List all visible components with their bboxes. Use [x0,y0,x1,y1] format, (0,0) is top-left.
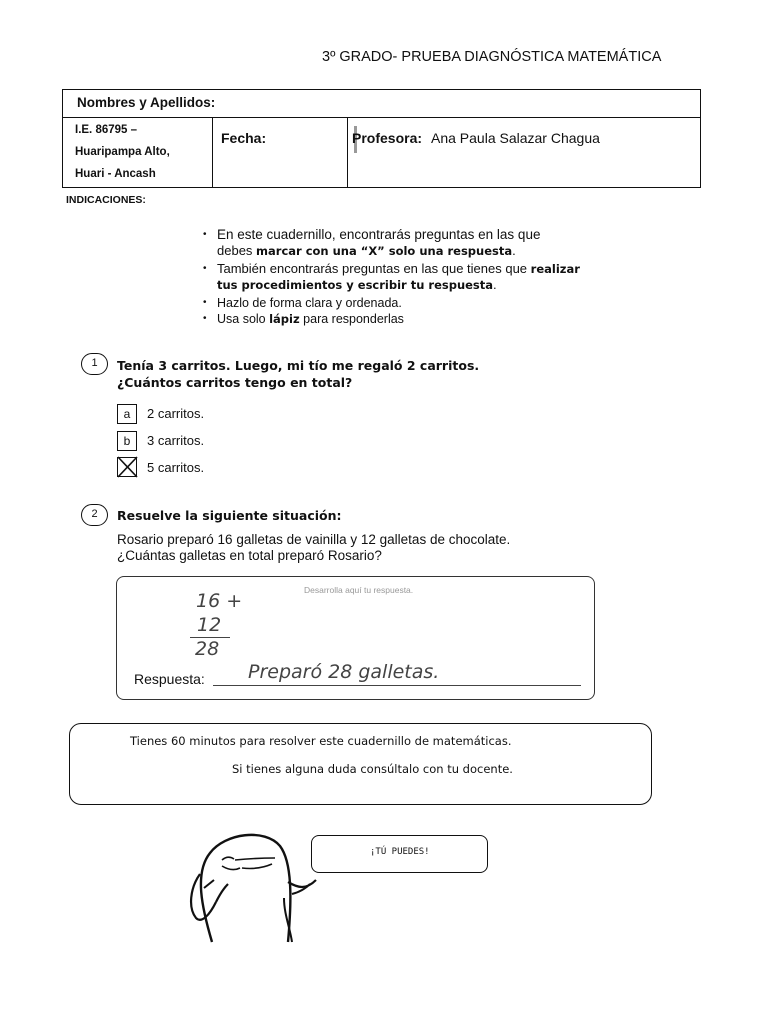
question-line: ¿Cuántas galletas en total preparó Rosario? [117,548,382,563]
bullet-icon: • [203,229,207,240]
question2-text [117,532,510,564]
option-c-label: 5 carritos. [147,460,205,475]
x-mark-icon [117,456,138,478]
answer-label: Respuesta: [134,671,205,687]
instruction-bold: tus procedimientos y escribir tu respuesta [217,278,494,292]
note-line: Si tienes alguna duda consúltalo con tu docente. [232,762,513,776]
answer-hint: Desarrolla aquí tu respuesta. [304,585,414,595]
question-number: 2 [81,504,108,526]
student-info-table [62,89,701,188]
instruction-bold: marcar con una “X” solo una respuesta [256,244,513,258]
question-line: Rosario preparó 16 galletas de vainilla y 12 galletas de chocolate. [117,532,511,547]
option-b-checkbox[interactable]: b [117,431,137,451]
instructions-heading: INDICACIONES: [66,194,146,206]
instruction-text: En este cuadernillo, encontrarás preguntas en las que [217,227,541,242]
instruction-text: debes [217,243,257,258]
date-cell [213,118,348,187]
option-b-label: 3 carritos. [147,433,205,448]
teacher-cell [348,118,700,187]
work-line-1: 16 + [196,590,243,612]
question1-text [117,357,479,391]
answer-line [213,685,581,686]
speech-text: ¡TÚ PUEDES! [370,847,430,857]
school-line: Huaripampa Alto, [75,146,170,158]
question-line: ¿Cuántos carritos tengo en total? [117,375,353,390]
instruction-text: . [512,243,516,258]
instruction-text: para responderlas [299,312,404,326]
instruction-text: También encontrarás preguntas en las que tienes que [217,261,531,276]
date-label: Fecha: [221,130,267,146]
school-line: I.E. 86795 – [75,124,138,136]
names-label: Nombres y Apellidos: [77,95,216,110]
question-number: 1 [81,353,108,375]
instruction-bold: lápiz [269,312,300,326]
option-a-label: 2 carritos. [147,406,205,421]
question-line: Tenía 3 carritos. Luego, mi tío me regaló 2 carritos. [117,358,480,373]
note-line: Tienes 60 minutos para resolver este cuadernillo de matemáticas. [130,734,512,748]
bullet-icon: • [203,297,207,308]
teacher-label: Profesora: [352,130,423,146]
answer-text: Preparó 28 galletas. [248,661,440,683]
instruction-text: Usa solo [217,312,270,326]
teacher-name: Ana Paula Salazar Chagua [431,130,600,146]
instruction-text: Hazlo de forma clara y ordenada. [217,296,402,310]
work-line-2: 12 [197,614,222,636]
instruction-bold: realizar [530,262,580,276]
school-cell [63,118,213,187]
flork-character-icon [180,828,330,950]
option-a-checkbox[interactable]: a [117,404,137,424]
names-row [63,90,700,118]
page-title: 3º GRADO- PRUEBA DIAGNÓSTICA MATEMÁTICA [322,49,662,65]
bullet-icon: • [203,313,207,324]
instruction-text: . [493,277,497,292]
bullet-icon: • [203,263,207,274]
question2-title: Resuelve la siguiente situación: [117,508,342,523]
work-result: 28 [195,638,220,660]
school-line: Huari - Ancash [75,168,156,180]
